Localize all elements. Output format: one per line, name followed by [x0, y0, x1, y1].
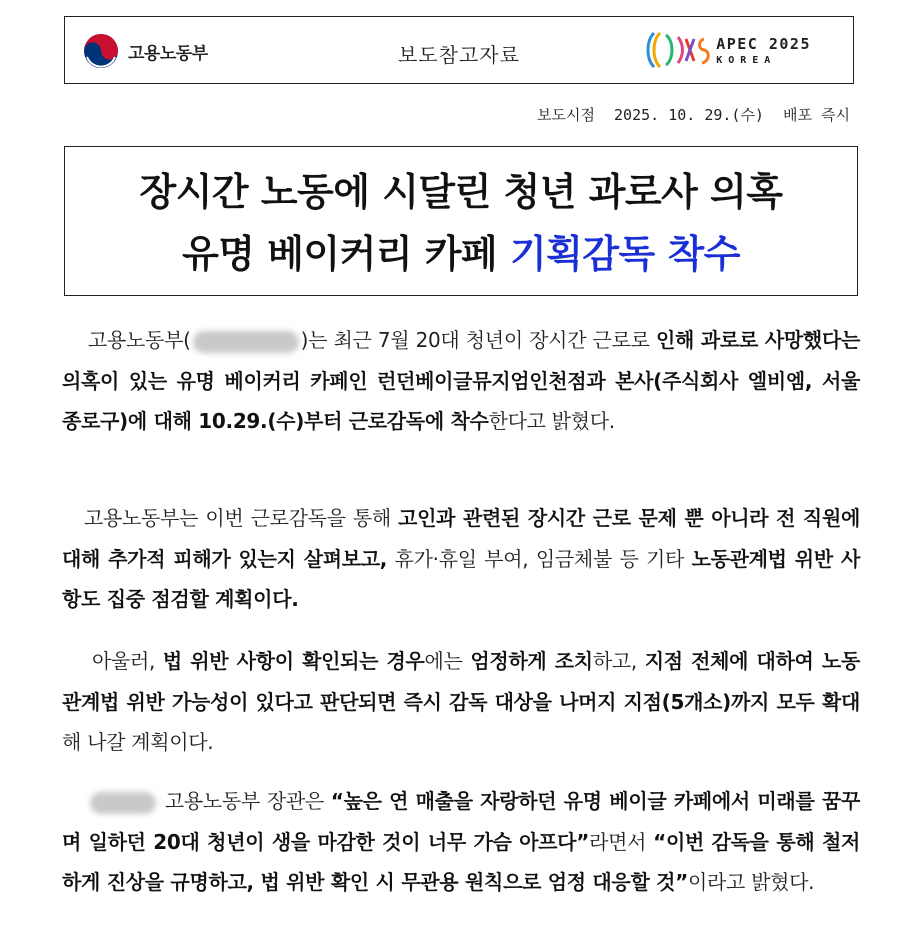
paragraph-2 — [62, 498, 860, 620]
p3-text-4: 엄정하게 조치 — [470, 649, 593, 673]
p3-text-6: 지점 전체에 대하여 노동관계법 위반 가능성이 있다고 판단되면 즉시 감독 대상을 나머지 지점(5개소)까지 모두 확대 — [62, 649, 860, 714]
headline-line-1: 장시간 노동에 시달린 청년 과로사 의혹 — [139, 170, 783, 214]
p2-text-2: 고인과 관련된 장시간 근로 문제 뿐 아니라 전 직원에 대해 추가적 피해가 있는지 살펴보고, — [62, 506, 860, 571]
paragraph-1 — [62, 320, 860, 442]
p3-text-2: 법 위반 사항이 확인되는 경우 — [162, 649, 425, 673]
paragraph-3 — [62, 641, 860, 763]
p2-text-3: 휴가·휴일 부여, 임금체불 등 기타 — [387, 546, 692, 571]
p4-text-4: “이번 감독을 통해 철저하게 진상을 규명하고, 법 위반 확인 시 무관용 원칙으로 엄정 대응할 것” — [62, 829, 861, 894]
p1-text-1: 고용노동부( — [88, 328, 191, 352]
apec-title: APEC 2025 — [716, 34, 811, 53]
release-info — [527, 104, 850, 125]
headline-line-2 — [65, 223, 857, 285]
p3-text-3: 에는 — [424, 649, 471, 673]
headline-box — [64, 146, 858, 296]
redacted-minister-name — [90, 792, 156, 814]
paragraph-4 — [62, 781, 860, 903]
redacted-name — [193, 331, 299, 353]
p1-text-2: )는 최근 7월 20대 청년이 장시간 근로로 — [300, 328, 656, 352]
p4-text-2: “높은 연 매출을 자랑하던 유명 베이글 카페에서 미래를 꿈꾸며 일하던 20대 청년이 생을 마감한 것이 너무 가슴 아프다” — [62, 789, 860, 854]
p2-text-4: 노동관계법 위반 사항도 집중 점검할 계획이다. — [62, 546, 860, 611]
apec-mark-icon — [644, 27, 712, 73]
p1-text-3: 인해 과로로 사망했다는 의혹이 있는 유명 베이커리 카페인 런던베이글뮤지엄인천점과 본사(주식회사 엘비엠, 서울 종로구)에 대해 10.29.(수)부터 근로감독에 착수 — [62, 328, 860, 433]
p4-text-1: 고용노동부 장관은 — [158, 789, 331, 813]
p4-text-3: 라면서 — [589, 829, 654, 854]
document-type: 보도참고자료 — [398, 43, 520, 67]
ministry-name: 고용노동부 — [128, 43, 208, 64]
apec-subtitle: KOREA — [716, 54, 777, 66]
release-date: 2025. 10. 29.(수) — [614, 106, 764, 124]
release-label: 보도시점 — [537, 106, 595, 124]
press-header — [64, 16, 854, 84]
p4-text-5: 이라고 밝혔다. — [688, 870, 815, 894]
apec-logo — [644, 27, 811, 73]
p3-text-1: 아울러, — [92, 649, 163, 673]
p2-text-1: 고용노동부는 이번 근로감독을 통해 — [84, 506, 399, 530]
headline-line-2-prefix: 유명 베이커리 카페 — [182, 232, 510, 276]
headline-accent: 기획감독 착수 — [509, 232, 740, 276]
p3-text-7: 해 나갈 계획이다. — [62, 730, 214, 754]
p3-text-5: 하고, — [592, 649, 645, 673]
distribution-note: 배포 즉시 — [783, 106, 850, 124]
p1-text-4: 한다고 밝혔다. — [488, 409, 615, 433]
